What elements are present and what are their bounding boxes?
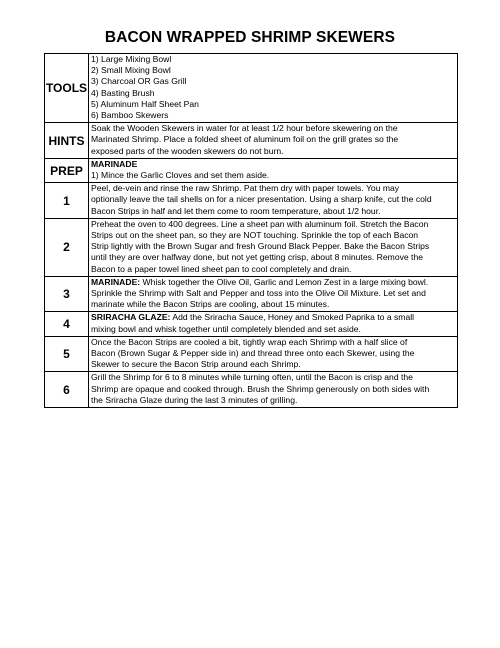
step-line xyxy=(91,312,455,323)
hints-text xyxy=(89,123,458,159)
tools-label: TOOLS xyxy=(45,54,89,123)
step-line: Skewer to secure the Bacon Strip around each Shrimp. xyxy=(91,359,301,370)
tool-item: 5) Aluminum Half Sheet Pan xyxy=(91,98,199,109)
tool-item: 6) Bamboo Skewers xyxy=(91,110,169,121)
prep-text xyxy=(89,158,458,182)
step-line: Sprinkle the Shrimp with Salt and Pepper and toss into the Olive Oil Mixture. Let set and xyxy=(91,288,426,299)
step-line: mixing bowl and whisk together until completely blended and set aside. xyxy=(91,323,361,334)
step-line: Preheat the oven to 400 degrees. Line a sheet pan with aluminum foil. Stretch the Bacon xyxy=(91,218,429,229)
hints-row xyxy=(45,123,458,159)
step-row-6 xyxy=(45,372,458,408)
step-row-5 xyxy=(45,336,458,372)
tool-item: 1) Large Mixing Bowl xyxy=(91,54,172,64)
hints-label: HINTS xyxy=(45,123,89,159)
step-line: Strips out on the sheet pan, so they are NOT touching. Sprinkle the top of each Bacon xyxy=(91,230,419,241)
step-row-3 xyxy=(45,276,458,312)
prep-label: PREP xyxy=(45,158,89,182)
tools-row xyxy=(45,54,458,123)
hints-line: Soak the Wooden Skewers in water for at least 1/2 hour before skewering on the xyxy=(91,123,398,134)
step-line: Peel, de-vein and rinse the raw Shrimp. Pat them dry with paper towels. You may xyxy=(91,183,400,194)
prep-heading: MARINADE xyxy=(91,158,138,169)
step-line: optionally leave the tail shells on for a nicer presentation. Using a sharp knife, cut the cold xyxy=(91,194,432,205)
tool-item: 4) Basting Brush xyxy=(91,87,155,98)
step-line xyxy=(91,277,455,288)
step-row-4 xyxy=(45,312,458,336)
step-line: until they are over halfway done, but not yet getting crisp, about 8 minutes. Remove the xyxy=(91,252,424,263)
hints-line: exposed parts of the wooden skewers do not burn. xyxy=(91,145,284,156)
step-number: 4 xyxy=(45,312,89,336)
step-line: Strip lightly with the Brown Sugar and fresh Ground Black Pepper. Bake the Bacon Strips xyxy=(91,241,430,252)
hints-line: Marinated Shrimp. Place a folded sheet of aluminum foil on the grill grates so the xyxy=(91,134,399,145)
step-text xyxy=(89,276,458,312)
step-text xyxy=(89,218,458,276)
step-line-rest: Whisk together the Olive Oil, Garlic and Lemon Zest in a large mixing bowl. xyxy=(140,276,429,287)
step-line: marinate while the Bacon Strips are cooling, about 15 minutes. xyxy=(91,299,330,310)
step-line: Shrimp are opaque and cooked through. Brush the Shrimp generously on both sides with xyxy=(91,383,430,394)
step-text xyxy=(89,372,458,408)
tool-item: 3) Charcoal OR Gas Grill xyxy=(91,76,187,87)
step-line: Bacon (Brown Sugar & Pepper side in) and thread three onto each Skewer, using the xyxy=(91,348,415,359)
prep-line: 1) Mince the Garlic Cloves and set them aside. xyxy=(91,170,270,181)
step-number: 5 xyxy=(45,336,89,372)
step-line-rest: Add the Sriracha Sauce, Honey and Smoked Paprika to a small xyxy=(170,312,415,323)
tool-item: 2) Small Mixing Bowl xyxy=(91,65,171,76)
recipe-table xyxy=(44,53,458,408)
step-prefix: SRIRACHA GLAZE: xyxy=(91,312,171,323)
prep-row xyxy=(45,158,458,182)
step-line: Once the Bacon Strips are cooled a bit, tightly wrap each Shrimp with a half slice of xyxy=(91,336,408,347)
recipe-title: BACON WRAPPED SHRIMP SKEWERS xyxy=(104,29,396,46)
step-text xyxy=(89,336,458,372)
step-line: the Sriracha Glaze during the last 3 minutes of grilling. xyxy=(91,394,298,405)
step-number: 2 xyxy=(45,218,89,276)
step-number: 3 xyxy=(45,276,89,312)
step-number: 1 xyxy=(45,183,89,219)
step-prefix: MARINADE: xyxy=(91,276,141,287)
step-line: Bacon Strips in half and let them come to room temperature, about 1/2 hour. xyxy=(91,205,381,216)
step-line: Grill the Shrimp for 6 to 8 minutes while turning often, until the Bacon is crisp and the xyxy=(91,372,413,383)
step-line: Bacon to a paper towel lined sheet pan to cool completely and drain. xyxy=(91,263,352,274)
step-row-1 xyxy=(45,183,458,219)
step-text xyxy=(89,312,458,336)
step-text xyxy=(89,183,458,219)
step-number: 6 xyxy=(45,372,89,408)
step-row-2 xyxy=(45,218,458,276)
tools-list xyxy=(89,54,458,123)
